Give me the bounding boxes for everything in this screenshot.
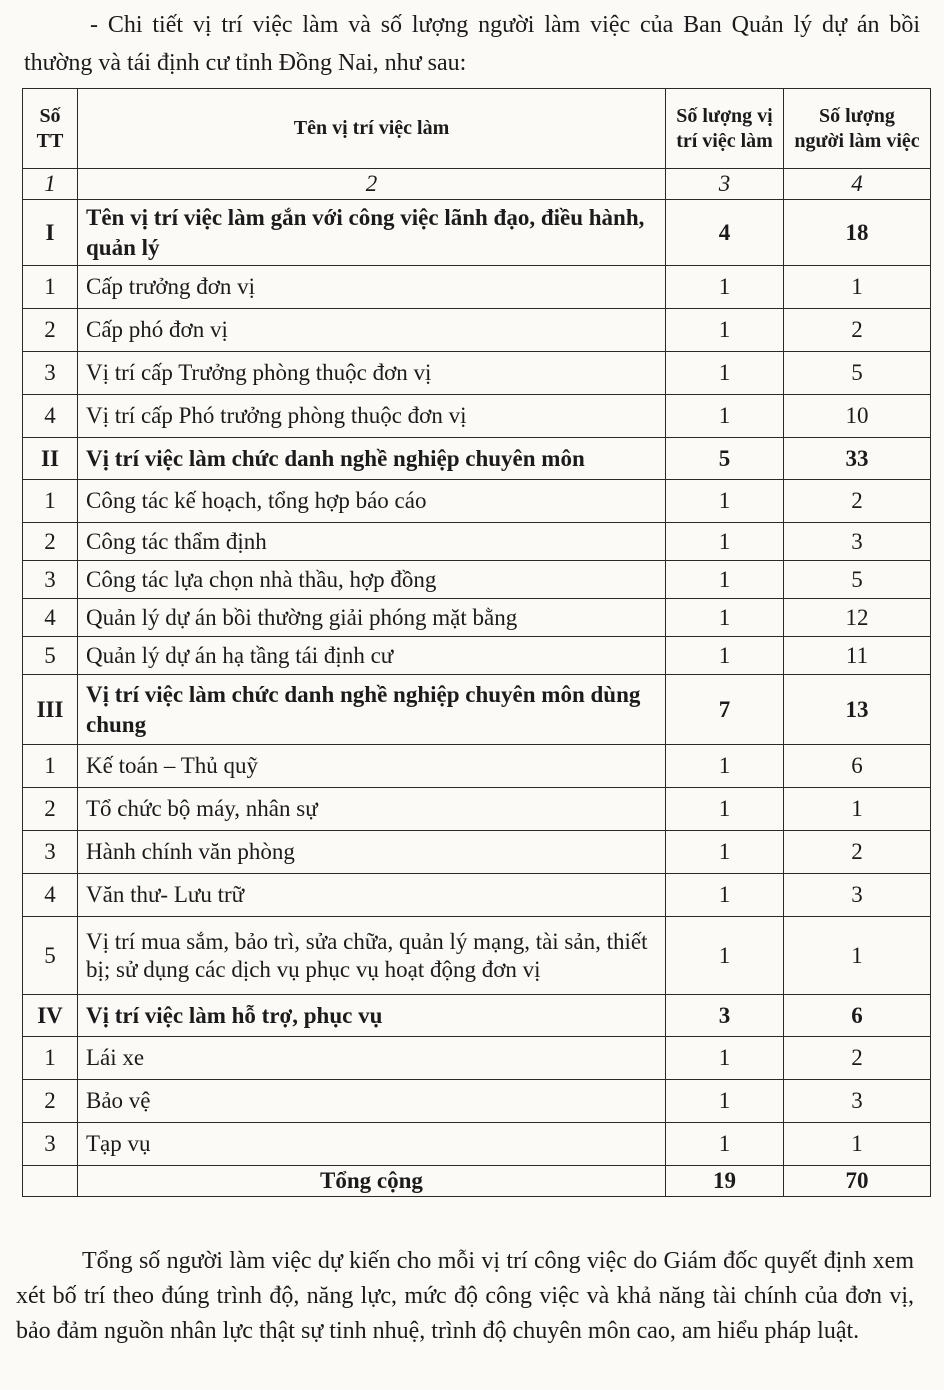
item-stt: 5: [23, 917, 78, 995]
group-row: [23, 995, 931, 1037]
item-stt: 1: [23, 745, 78, 788]
item-people: 5: [784, 561, 931, 599]
item-positions: 1: [666, 788, 784, 831]
index-cell: 3: [666, 169, 784, 200]
item-people: 11: [784, 637, 931, 675]
item-name: Công tác lựa chọn nhà thầu, hợp đồng: [78, 561, 666, 599]
closing-paragraph: [16, 1244, 914, 1349]
item-positions: 1: [666, 1123, 784, 1166]
item-stt: 2: [23, 788, 78, 831]
group-name: Vị trí việc làm chức danh nghề nghiệp chuyên môn dùng chung: [78, 675, 666, 745]
item-people: 2: [784, 480, 931, 523]
table-row: [23, 1123, 931, 1166]
table-row: [23, 1080, 931, 1123]
item-stt: 1: [23, 266, 78, 309]
item-people: 1: [784, 266, 931, 309]
group-name: Tên vị trí việc làm gắn với công việc lãnh đạo, điều hành, quản lý: [78, 200, 666, 266]
item-positions: 1: [666, 1037, 784, 1080]
item-name: Tạp vụ: [78, 1123, 666, 1166]
table-row: [23, 831, 931, 874]
item-name: Cấp trưởng đơn vị: [78, 266, 666, 309]
group-stt: IV: [23, 995, 78, 1037]
total-stt-cell: [23, 1166, 78, 1197]
item-people: 2: [784, 1037, 931, 1080]
table-body: [23, 169, 931, 1166]
item-positions: 1: [666, 266, 784, 309]
item-people: 6: [784, 745, 931, 788]
item-people: 2: [784, 831, 931, 874]
table-row: [23, 352, 931, 395]
group-stt: III: [23, 675, 78, 745]
item-name: Bảo vệ: [78, 1080, 666, 1123]
item-stt: 1: [23, 1037, 78, 1080]
item-positions: 1: [666, 480, 784, 523]
item-positions: 1: [666, 395, 784, 438]
intro-paragraph: [24, 6, 920, 82]
item-stt: 2: [23, 1080, 78, 1123]
group-positions: 7: [666, 675, 784, 745]
item-people: 5: [784, 352, 931, 395]
table-row: [23, 599, 931, 637]
item-positions: 1: [666, 309, 784, 352]
item-stt: 3: [23, 831, 78, 874]
item-positions: 1: [666, 561, 784, 599]
header-name: Tên vị trí việc làm: [78, 89, 666, 169]
table-row: [23, 266, 931, 309]
group-name: Vị trí việc làm hỗ trợ, phục vụ: [78, 995, 666, 1037]
group-people: 18: [784, 200, 931, 266]
group-positions: 5: [666, 438, 784, 480]
item-positions: 1: [666, 352, 784, 395]
item-people: 3: [784, 1080, 931, 1123]
item-positions: 1: [666, 745, 784, 788]
total-positions: 19: [666, 1166, 784, 1197]
item-stt: 4: [23, 599, 78, 637]
group-positions: 3: [666, 995, 784, 1037]
table-row: [23, 309, 931, 352]
item-stt: 2: [23, 309, 78, 352]
item-people: 1: [784, 1123, 931, 1166]
header-stt: Số TT: [23, 89, 78, 169]
group-people: 13: [784, 675, 931, 745]
group-positions: 4: [666, 200, 784, 266]
table-row: [23, 1037, 931, 1080]
item-stt: 2: [23, 523, 78, 561]
item-stt: 3: [23, 352, 78, 395]
table-row: [23, 561, 931, 599]
table-row: [23, 395, 931, 438]
group-row: [23, 675, 931, 745]
item-name: Công tác kế hoạch, tổng hợp báo cáo: [78, 480, 666, 523]
index-row: [23, 169, 931, 200]
header-people: Số lượng người làm việc: [784, 89, 931, 169]
item-stt: 4: [23, 395, 78, 438]
index-cell: 2: [78, 169, 666, 200]
item-people: 1: [784, 917, 931, 995]
item-stt: 1: [23, 480, 78, 523]
item-name: Hành chính văn phòng: [78, 831, 666, 874]
item-people: 12: [784, 599, 931, 637]
item-positions: 1: [666, 831, 784, 874]
total-label: Tổng cộng: [78, 1166, 666, 1197]
table-row: [23, 480, 931, 523]
group-people: 6: [784, 995, 931, 1037]
item-positions: 1: [666, 1080, 784, 1123]
group-row: [23, 438, 931, 480]
item-name: Quản lý dự án hạ tầng tái định cư: [78, 637, 666, 675]
total-people: 70: [784, 1166, 931, 1197]
item-name: Cấp phó đơn vị: [78, 309, 666, 352]
index-cell: 1: [23, 169, 78, 200]
item-name: Công tác thẩm định: [78, 523, 666, 561]
group-stt: I: [23, 200, 78, 266]
item-name: Lái xe: [78, 1037, 666, 1080]
item-name: Tổ chức bộ máy, nhân sự: [78, 788, 666, 831]
item-stt: 3: [23, 1123, 78, 1166]
table-row: [23, 523, 931, 561]
item-positions: 1: [666, 874, 784, 917]
table-row: [23, 788, 931, 831]
intro-text: - Chi tiết vị trí việc làm và số lượng người làm việc của Ban Quản lý dự án bồi thường và tái định cư tỉnh Đồng Nai, như sau:: [24, 12, 920, 76]
closing-text: Tổng số người làm việc dự kiến cho mỗi vị trí công việc do Giám đốc quyết định xem xét bố trí theo đúng trình độ, năng lực, mức độ công việc và khả năng tài chính của đơn vị, bảo đảm nguồn nhân lực thật sự tinh nhuệ, trình độ chuyên môn cao, am hiểu pháp luật.: [16, 1248, 914, 1344]
item-stt: 3: [23, 561, 78, 599]
group-stt: II: [23, 438, 78, 480]
item-stt: 4: [23, 874, 78, 917]
group-row: [23, 200, 931, 266]
item-positions: 1: [666, 599, 784, 637]
table-row: [23, 745, 931, 788]
item-name: Vị trí mua sắm, bảo trì, sửa chữa, quản lý mạng, tài sản, thiết bị; sử dụng các dịch vụ phục vụ hoạt động đơn vị: [78, 917, 666, 995]
item-name: Văn thư- Lưu trữ: [78, 874, 666, 917]
item-people: 1: [784, 788, 931, 831]
item-positions: 1: [666, 523, 784, 561]
table-row: [23, 637, 931, 675]
item-people: 3: [784, 523, 931, 561]
item-name: Vị trí cấp Trưởng phòng thuộc đơn vị: [78, 352, 666, 395]
table-row: [23, 874, 931, 917]
item-positions: 1: [666, 637, 784, 675]
item-people: 10: [784, 395, 931, 438]
item-name: Kế toán – Thủ quỹ: [78, 745, 666, 788]
item-people: 3: [784, 874, 931, 917]
header-positions: Số lượng vị trí việc làm: [666, 89, 784, 169]
job-positions-table: [22, 88, 931, 1197]
item-positions: 1: [666, 917, 784, 995]
item-people: 2: [784, 309, 931, 352]
group-name: Vị trí việc làm chức danh nghề nghiệp chuyên môn: [78, 438, 666, 480]
group-people: 33: [784, 438, 931, 480]
index-cell: 4: [784, 169, 931, 200]
item-stt: 5: [23, 637, 78, 675]
total-row: [23, 1166, 931, 1197]
table-row: [23, 917, 931, 995]
item-name: Vị trí cấp Phó trưởng phòng thuộc đơn vị: [78, 395, 666, 438]
item-name: Quản lý dự án bồi thường giải phóng mặt bằng: [78, 599, 666, 637]
